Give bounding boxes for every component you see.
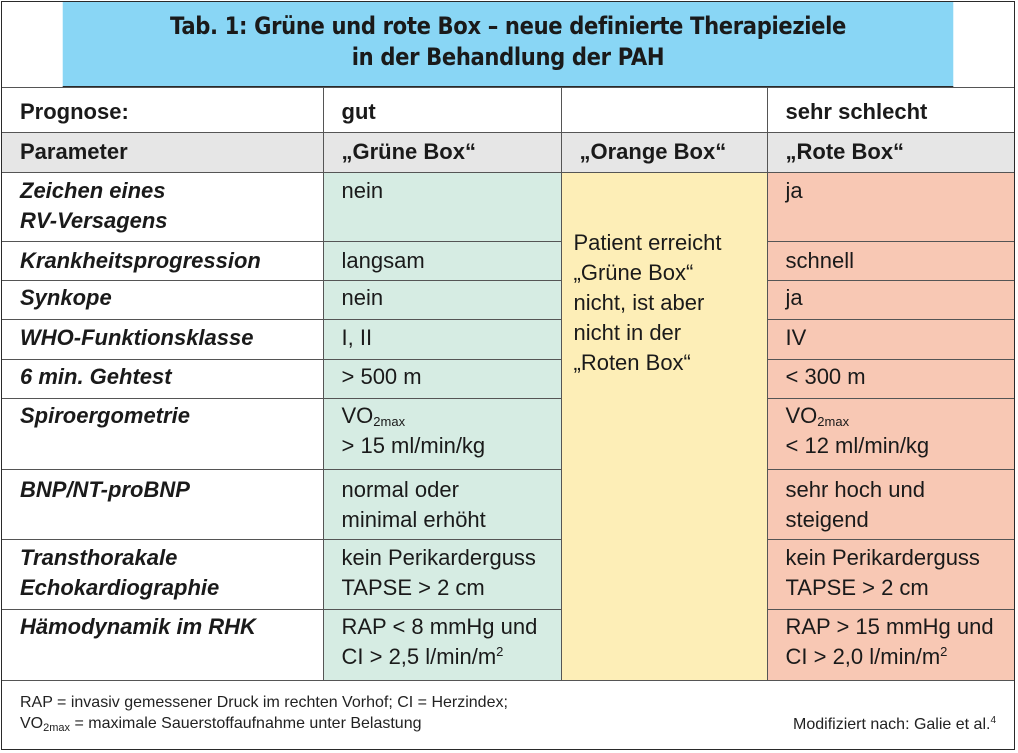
source-credit: Modifiziert nach: Galie et al.$^4$: [793, 715, 996, 733]
green-cell: [323, 540, 561, 610]
table-row: [2, 610, 1014, 681]
row-label: Hämodynamik im RHK: [2, 610, 323, 681]
prognosis-middle: [561, 88, 767, 133]
orange-box-cell: [561, 173, 767, 681]
table-row: [2, 470, 1014, 540]
green-cell: nein: [323, 281, 561, 320]
prognosis-good: gut: [323, 88, 561, 133]
row-label: WHO-Funktionsklasse: [2, 320, 323, 360]
row-label-line: Echokardiographie: [20, 575, 220, 600]
green-cell: [323, 470, 561, 540]
cell-line: $VO_{2max}$: [785, 403, 850, 429]
green-cell: nein: [323, 173, 561, 242]
table-row: [2, 173, 1014, 242]
cell-line: > 15 ml/min/kg: [341, 433, 486, 458]
green-cell: > 500 m: [323, 360, 561, 399]
cell-line: TAPSE > 2 cm: [341, 575, 485, 600]
green-cell: langsam: [323, 242, 561, 281]
cell-line: RAP > 15 mmHg und: [785, 614, 994, 639]
parameter-header-row: [2, 133, 1014, 173]
table-row: [2, 242, 1014, 281]
red-cell: [767, 540, 1014, 610]
row-label-line: RV-Versagens: [20, 208, 168, 233]
row-label: Spiroergometrie: [2, 399, 323, 470]
orange-text-line: „Grüne Box“: [573, 260, 694, 285]
cell-line: kein Perikarderguss: [785, 545, 980, 570]
orange-text-line: „Roten Box“: [573, 350, 691, 375]
orange-text-line: nicht, ist aber: [573, 290, 705, 315]
title-line-1: Tab. 1: Grüne und rote Box – neue definierte Therapieziele: [169, 12, 847, 40]
red-cell: ja: [767, 173, 1014, 242]
table-row: [2, 360, 1014, 399]
footnote: [20, 692, 508, 734]
header-parameter: Parameter: [2, 133, 323, 173]
red-cell: < 300 m: [767, 360, 1014, 399]
row-label-line: Transthorakale: [20, 545, 178, 570]
orange-text-line: nicht in der: [573, 320, 682, 345]
green-cell: [323, 399, 561, 470]
red-cell: schnell: [767, 242, 1014, 281]
cell-line: < 12 ml/min/kg: [785, 433, 930, 458]
green-cell: [323, 610, 561, 681]
footnote-line-1: RAP = invasiv gemessener Druck im rechten Vorhof; CI = Herzindex;: [20, 694, 508, 711]
red-cell: IV: [767, 320, 1014, 360]
cell-line: steigend: [785, 507, 869, 532]
row-label: Synkope: [2, 281, 323, 320]
cell-line: CI > 2,5 $l/\min/m^2$: [341, 644, 504, 669]
table-row: [2, 281, 1014, 320]
table-row: [2, 320, 1014, 360]
prognosis-label: Prognose:: [2, 88, 323, 133]
table-title: [63, 2, 954, 87]
prognosis-row: [2, 88, 1014, 133]
header-red-box: „Rote Box“: [767, 133, 1014, 173]
cell-line: CI > 2,0 $l/\min/m^2$: [785, 644, 948, 669]
row-label: [2, 540, 323, 610]
prognosis-bad: sehr schlecht: [767, 88, 1014, 133]
orange-text-line: Patient erreicht: [573, 230, 722, 255]
table-row: [2, 540, 1014, 610]
row-label: Krankheitsprogression: [2, 242, 323, 281]
cell-line: normal oder: [341, 477, 459, 502]
row-label: 6 min. Gehtest: [2, 360, 323, 399]
green-cell: I, II: [323, 320, 561, 360]
red-cell: [767, 399, 1014, 470]
header-orange-box: „Orange Box“: [561, 133, 767, 173]
red-cell: [767, 610, 1014, 681]
red-cell: ja: [767, 281, 1014, 320]
cell-line: RAP < 8 mmHg und: [341, 614, 538, 639]
therapy-goals-table: [2, 87, 1014, 681]
red-cell: [767, 470, 1014, 540]
cell-line: minimal erhöht: [341, 507, 486, 532]
cell-line: $VO_{2max}$: [341, 403, 406, 429]
cell-line: sehr hoch und: [785, 477, 925, 502]
cell-line: kein Perikarderguss: [341, 545, 536, 570]
footnote-line-2: $VO_{2max}$ = maximale Sauerstoffaufnahme unter Belastung: [20, 715, 422, 734]
row-label-line: Zeichen eines: [20, 178, 166, 203]
table-row: [2, 399, 1014, 470]
header-green-box: „Grüne Box“: [323, 133, 561, 173]
row-label: [2, 173, 323, 242]
row-label: BNP/NT-proBNP: [2, 470, 323, 540]
cell-line: TAPSE > 2 cm: [785, 575, 929, 600]
table-frame: [1, 1, 1015, 750]
title-line-2: in der Behandlung der PAH: [351, 43, 665, 71]
